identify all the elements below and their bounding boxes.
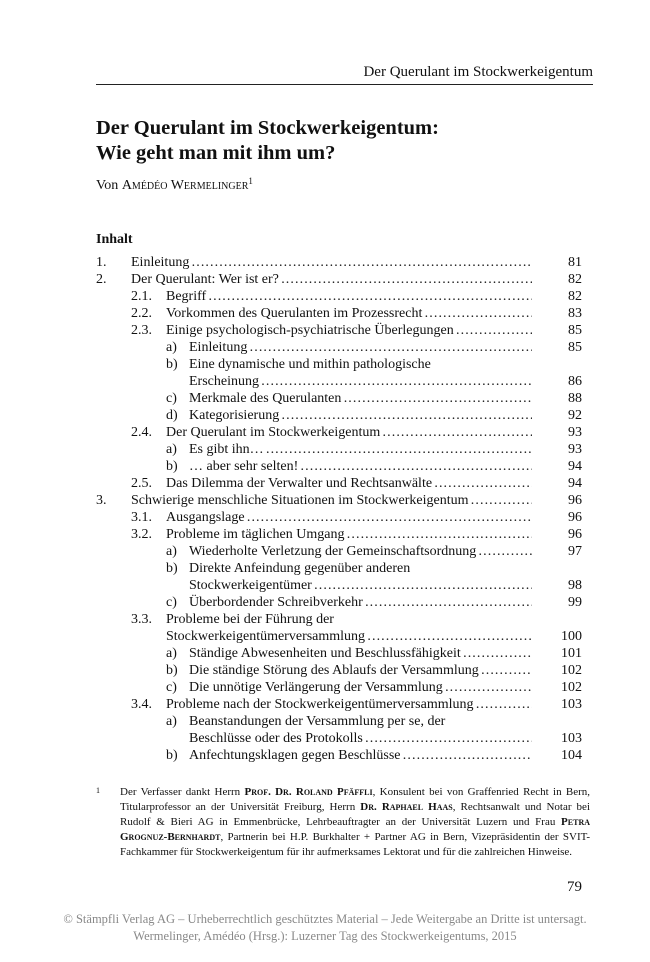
toc-entry-title — [189, 645, 532, 662]
toc-entry-title — [189, 730, 532, 747]
toc-entry[interactable] — [96, 288, 582, 305]
toc-entry[interactable] — [96, 645, 582, 662]
toc-entry-title — [189, 594, 532, 611]
toc-entry-number: 2.3. — [131, 323, 152, 338]
toc-entry[interactable] — [96, 662, 582, 679]
toc-entry-number: a) — [166, 646, 177, 661]
toc-entry[interactable] — [96, 696, 582, 713]
toc-entry-page: 93 — [568, 425, 582, 440]
toc-entry-page: 94 — [568, 476, 582, 491]
toc-entry-title — [189, 543, 532, 560]
toc-entry[interactable] — [96, 458, 582, 475]
toc-entry-title — [166, 696, 532, 713]
toc-entry-text: Überbordender Schreibverkehr . . . — [189, 595, 532, 610]
toc-entry-title — [189, 390, 532, 407]
toc-entry-text: Einleitung . . . — [131, 255, 532, 270]
footnote-text — [120, 785, 590, 860]
toc-entry-title — [189, 373, 532, 390]
footnote-segment: , Konsulent bei von Graffenried Recht in Bern, Titularprofessor an der Universität Freiburg, Herrn — [120, 786, 590, 813]
toc-entry-page: 85 — [568, 323, 582, 338]
toc-entry[interactable] — [96, 475, 582, 492]
toc-entry-text: … aber sehr selten! . . . — [189, 459, 532, 474]
toc-entry[interactable] — [96, 271, 582, 288]
toc-entry-title — [189, 679, 532, 696]
toc-entry-text: Probleme im täglichen Umgang . . . — [166, 527, 532, 542]
toc-entry-page: 102 — [561, 663, 582, 678]
toc-entry-page: 92 — [568, 408, 582, 423]
toc-entry-page: 86 — [568, 374, 582, 389]
toc-entry[interactable] — [96, 560, 582, 577]
toc-entry[interactable] — [96, 628, 582, 645]
toc-entry-title — [189, 356, 532, 373]
toc-entry-title — [189, 662, 532, 679]
toc-entry-number: 2.5. — [131, 476, 152, 491]
toc-entry-title — [166, 322, 532, 339]
toc-entry-text: Eine dynamische und mithin pathologische — [189, 357, 431, 372]
toc-entry-text: Wiederholte Verletzung der Gemeinschaftsordnung . . . — [189, 544, 532, 559]
copyright-notice — [0, 911, 650, 945]
toc-entry-page: 81 — [568, 255, 582, 270]
footnote — [96, 785, 590, 860]
toc-entry-number: b) — [166, 357, 178, 372]
toc-entry[interactable] — [96, 441, 582, 458]
toc-entry-text: Ausgangslage . . . — [166, 510, 532, 525]
toc-entry[interactable] — [96, 407, 582, 424]
toc-entry-text: Ständige Abwesenheiten und Beschlussfähigkeit . . . — [189, 646, 532, 661]
toc-entry-page: 85 — [568, 340, 582, 355]
toc-entry[interactable] — [96, 254, 582, 271]
toc-entry-title — [166, 526, 532, 543]
toc-entry-title — [166, 475, 532, 492]
toc-entry[interactable] — [96, 577, 582, 594]
copyright-line-2: Wermelinger, Amédéo (Hrsg.): Luzerner Tag des Stockwerkeigentums, 2015 — [133, 929, 517, 943]
toc-entry-number: 3.3. — [131, 612, 152, 627]
toc-entry-page: 103 — [561, 731, 582, 746]
toc-entry-title — [166, 424, 532, 441]
toc-entry[interactable] — [96, 713, 582, 730]
toc-entry-number: 1. — [96, 255, 107, 270]
toc-entry-text: Erscheinung . . . — [189, 374, 532, 389]
toc-entry-page: 88 — [568, 391, 582, 406]
toc-entry-number: 2. — [96, 272, 107, 287]
footnote-name: Prof. Dr. Roland Pfäffli — [244, 786, 373, 798]
toc-entry-number: a) — [166, 442, 177, 457]
toc-entry-title — [166, 611, 532, 628]
toc-entry-page: 100 — [561, 629, 582, 644]
toc-entry-title — [131, 492, 532, 509]
toc-entry-text: Probleme nach der Stockwerkeigentümerversammlung . . . — [166, 697, 532, 712]
toc-entry-page: 103 — [561, 697, 582, 712]
footnote-name: Dr. Raphael Haas — [360, 801, 453, 813]
page-number: 79 — [567, 879, 582, 895]
toc-entry-text: Stockwerkeigentümerversammlung . . . — [166, 629, 532, 644]
toc-entry-title — [166, 288, 532, 305]
toc-entry-title — [131, 271, 532, 288]
toc-entry-text: Das Dilemma der Verwalter und Rechtsanwälte . . . — [166, 476, 532, 491]
toc-entry-text: Anfechtungsklagen gegen Beschlüsse . . . — [189, 748, 532, 763]
toc-entry-page: 104 — [561, 748, 582, 763]
toc-entry-title — [189, 407, 532, 424]
toc-entry-title — [189, 458, 532, 475]
author-line — [96, 176, 253, 194]
toc-entry[interactable] — [96, 322, 582, 339]
footnote-name: Petra Grognuz-Bernhardt — [120, 816, 590, 843]
toc-entry-title — [189, 560, 532, 577]
toc-entry-page: 98 — [568, 578, 582, 593]
toc-entry-number: b) — [166, 561, 178, 576]
toc-entry[interactable] — [96, 339, 582, 356]
toc-entry-title — [166, 509, 532, 526]
toc-entry-text: Beschlüsse oder des Protokolls . . . — [189, 731, 532, 746]
footnote-segment: Der Verfasser dankt Herrn — [120, 786, 245, 798]
toc-entry-text: Probleme bei der Führung der — [166, 612, 334, 627]
toc-entry-text: Die ständige Störung des Ablaufs der Versammlung . . . — [189, 663, 532, 678]
toc-entry-number: 2.1. — [131, 289, 152, 304]
toc-entry-number: c) — [166, 680, 177, 695]
author-prefix: Von — [96, 178, 122, 193]
toc-entry-title — [189, 747, 532, 764]
toc-entry-text: Stockwerkeigentümer . . . — [189, 578, 532, 593]
toc-entry[interactable] — [96, 730, 582, 747]
toc-entry-title — [189, 441, 532, 458]
footnote-segment: , Rechtsanwalt und Notar bei Rudolf & Bieri AG in Emmenbrücke, Lehrbeauftragter an der Universität Luzern und Frau — [120, 801, 590, 828]
toc-entry-number: a) — [166, 340, 177, 355]
toc-entry-page: 82 — [568, 289, 582, 304]
footnote-mark: 1 — [96, 786, 100, 795]
toc-entry-text: Einleitung . . . — [189, 340, 532, 355]
toc-entry-page: 99 — [568, 595, 582, 610]
toc-entry[interactable] — [96, 611, 582, 628]
toc-entry-number: 3.4. — [131, 697, 152, 712]
toc-entry-title — [189, 577, 532, 594]
toc-entry-page: 93 — [568, 442, 582, 457]
toc-entry[interactable] — [96, 594, 582, 611]
toc-entry-text: Merkmale des Querulanten . . . — [189, 391, 532, 406]
copyright-line-1: © Stämpfli Verlag AG – Urheberrechtlich geschütztes Material – Jede Weitergabe an Dritte ist untersagt. — [63, 912, 587, 926]
title-line-1: Der Querulant im Stockwerkeigentum: — [96, 117, 439, 139]
toc-entry-number: c) — [166, 391, 177, 406]
toc-entry[interactable] — [96, 492, 582, 509]
toc-entry-page: 97 — [568, 544, 582, 559]
toc-entry-text: Einige psychologisch-psychiatrische Überlegungen . . . — [166, 323, 532, 338]
author-name: Amédéo Wermelinger — [121, 178, 249, 193]
footnote-segment: , Partnerin bei H.P. Burkhalter + Partner AG in Bern, Vizepräsidentin der SVIT-Fachkammer für Stockwerkeigentum für ihr aufmerksames Lektorat und für die zahlreichen Hinweise. — [120, 831, 590, 858]
title-line-2: Wie geht man mit ihm um? — [96, 142, 336, 164]
toc-entry-number: 3.1. — [131, 510, 152, 525]
toc-entry-page: 83 — [568, 306, 582, 321]
toc-entry-text: Direkte Anfeindung gegenüber anderen — [189, 561, 411, 576]
toc-entry-number: b) — [166, 748, 178, 763]
toc-entry[interactable] — [96, 356, 582, 373]
toc-entry[interactable] — [96, 373, 582, 390]
toc-entry-text: Der Querulant im Stockwerkeigentum . . . — [166, 425, 532, 440]
toc-heading: Inhalt — [96, 232, 133, 247]
toc-entry-page: 101 — [561, 646, 582, 661]
toc-entry[interactable] — [96, 526, 582, 543]
toc-entry-number: a) — [166, 544, 177, 559]
toc-entry[interactable] — [96, 424, 582, 441]
table-of-contents — [96, 254, 582, 764]
toc-entry[interactable] — [96, 679, 582, 696]
toc-entry[interactable] — [96, 390, 582, 407]
toc-entry[interactable] — [96, 305, 582, 322]
toc-entry-text: Der Querulant: Wer ist er? . . . — [131, 272, 532, 287]
toc-entry-text: Vorkommen des Querulanten im Prozessrecht . . . — [166, 306, 532, 321]
toc-entry-title — [166, 628, 532, 645]
toc-entry[interactable] — [96, 747, 582, 764]
toc-entry-text: Beanstandungen der Versammlung per se, der — [189, 714, 446, 729]
toc-entry-page: 96 — [568, 493, 582, 508]
toc-entry-page: 82 — [568, 272, 582, 287]
toc-entry[interactable] — [96, 543, 582, 560]
toc-entry-title — [189, 713, 532, 730]
toc-entry-page: 102 — [561, 680, 582, 695]
toc-entry-title — [166, 305, 532, 322]
toc-entry-page: 94 — [568, 459, 582, 474]
toc-entry-text: Begriff . . . — [166, 289, 532, 304]
toc-entry-text: Schwierige menschliche Situationen im Stockwerkeigentum . . . — [131, 493, 532, 508]
page-title — [96, 116, 596, 166]
toc-entry-number: b) — [166, 459, 178, 474]
toc-entry-title — [131, 254, 532, 271]
toc-entry-text: Die unnötige Verlängerung der Versammlung . . . — [189, 680, 532, 695]
toc-entry-number: 2.4. — [131, 425, 152, 440]
toc-entry-number: 3.2. — [131, 527, 152, 542]
toc-entry-number: b) — [166, 663, 178, 678]
toc-entry-page: 96 — [568, 510, 582, 525]
toc-entry-number: d) — [166, 408, 178, 423]
toc-entry-text: Kategorisierung . . . — [189, 408, 532, 423]
running-head: Der Querulant im Stockwerkeigentum — [96, 64, 593, 85]
toc-entry-number: 3. — [96, 493, 107, 508]
toc-entry-number: 2.2. — [131, 306, 152, 321]
toc-entry-title — [189, 339, 532, 356]
toc-entry-number: a) — [166, 714, 177, 729]
toc-entry-number: c) — [166, 595, 177, 610]
toc-entry-text: Es gibt ihn… . . . — [189, 442, 532, 457]
footnote-reference[interactable]: 1 — [248, 176, 253, 186]
toc-entry[interactable] — [96, 509, 582, 526]
toc-entry-page: 96 — [568, 527, 582, 542]
